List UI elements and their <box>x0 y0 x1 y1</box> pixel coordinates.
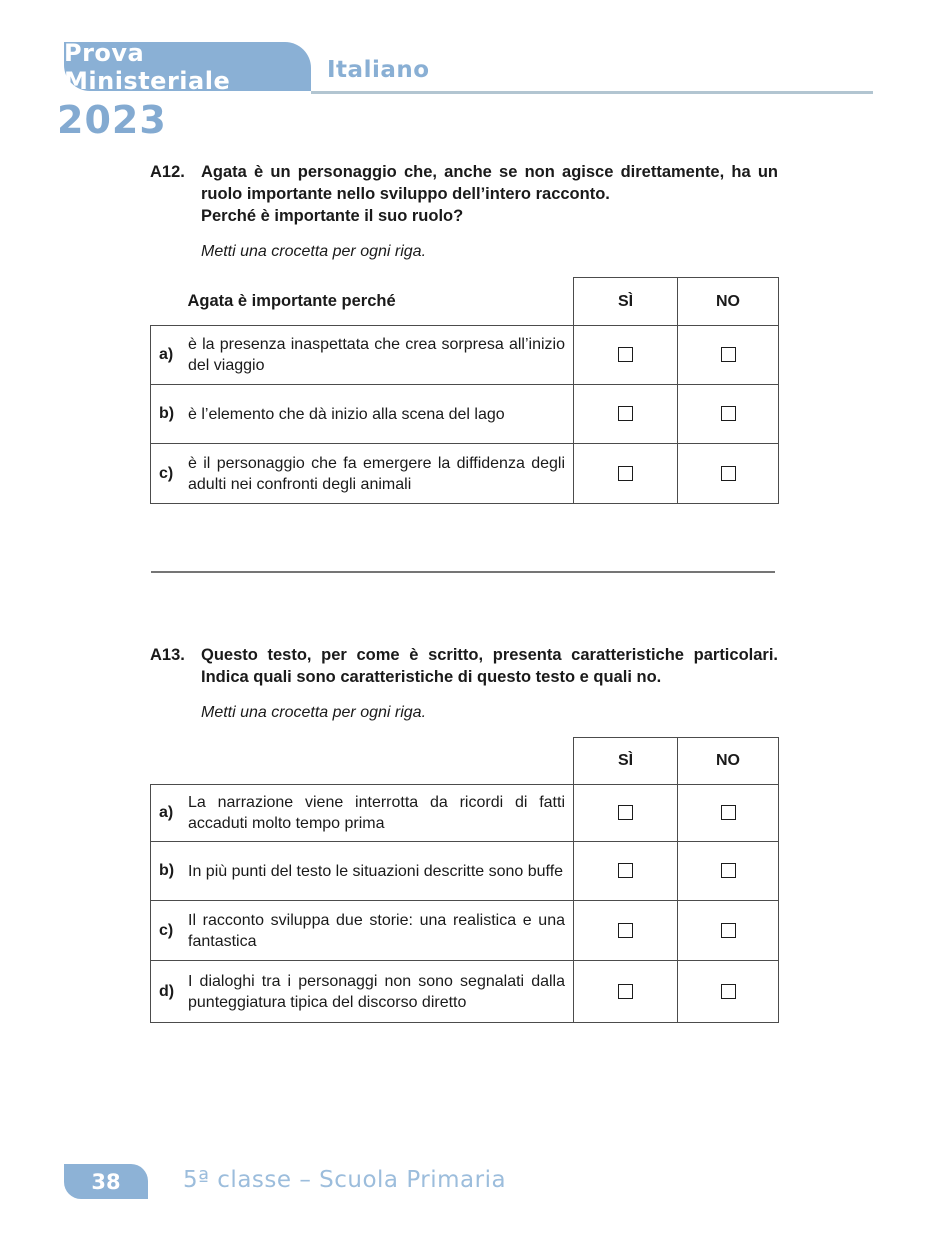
row-text: è la presenza inaspettata che crea sorpresa all’inizio del viaggio <box>188 336 565 374</box>
question-content <box>201 644 778 723</box>
row-text: Il racconto sviluppa due storie: una realistica e una fantastica <box>188 911 565 950</box>
row-letter: d) <box>159 982 175 1000</box>
table-header-label <box>151 738 574 785</box>
si-checkbox[interactable] <box>618 347 633 362</box>
header-tab-label: Prova Ministeriale <box>64 38 231 95</box>
question-number: A12. <box>150 163 185 181</box>
row-text: In più punti del testo le situazioni descritte sono buffe <box>188 862 564 880</box>
section-separator <box>151 571 775 573</box>
si-checkbox[interactable] <box>618 406 633 421</box>
table-row <box>151 842 779 901</box>
column-header-si: SÌ <box>574 738 678 785</box>
header-year: 2023 <box>57 98 167 142</box>
no-checkbox[interactable] <box>721 923 736 938</box>
no-checkbox[interactable] <box>721 984 736 999</box>
question-instruction: Metti una crocetta per ogni riga. <box>201 704 427 721</box>
si-checkbox[interactable] <box>618 863 633 878</box>
si-checkbox[interactable] <box>618 923 633 938</box>
no-checkbox[interactable] <box>721 466 736 481</box>
no-checkbox[interactable] <box>721 347 736 362</box>
answer-table-a12 <box>150 277 779 504</box>
table-row <box>151 901 779 961</box>
row-text: La narrazione viene interrotta da ricordi di fatti accaduti molto tempo prima <box>188 794 565 832</box>
row-letter: b) <box>159 862 175 879</box>
question-a12 <box>150 161 778 262</box>
question-instruction: Metti una crocetta per ogni riga. <box>201 243 427 260</box>
si-checkbox[interactable] <box>618 984 633 999</box>
table-header-label: Agata è importante perché <box>187 291 396 310</box>
no-checkbox[interactable] <box>721 805 736 820</box>
column-header-no: NO <box>678 278 779 326</box>
question-prompt-line: Perché è importante il suo ruolo? <box>201 207 464 225</box>
table-row <box>151 444 779 504</box>
no-checkbox[interactable] <box>721 863 736 878</box>
row-text: I dialoghi tra i personaggi non sono segnalati dalla punteggiatura tipica del discorso diretto <box>188 972 565 1011</box>
answer-table-a13 <box>150 737 779 1023</box>
row-letter: b) <box>159 405 175 422</box>
table-row <box>151 961 779 1023</box>
header-subject-label: Italiano <box>327 57 430 83</box>
question-content <box>201 161 778 262</box>
no-checkbox[interactable] <box>721 406 736 421</box>
table-header-row <box>151 738 779 785</box>
footer-label: 5ª classe – Scuola Primaria <box>183 1167 507 1193</box>
row-letter: a) <box>159 346 174 363</box>
si-checkbox[interactable] <box>618 466 633 481</box>
row-letter: c) <box>159 921 174 939</box>
page-number-badge <box>64 1164 148 1199</box>
table-header-row <box>151 278 779 326</box>
row-text: è il personaggio che fa emergere la diffidenza degli adulti nei confronti degli animali <box>188 454 565 493</box>
question-number: A13. <box>150 646 185 664</box>
column-header-no: NO <box>678 738 779 785</box>
question-a13 <box>150 644 778 723</box>
page-number: 38 <box>91 1169 121 1194</box>
column-header-si: SÌ <box>574 278 678 326</box>
question-prompt: Agata è un personaggio che, anche se non agisce direttamente, ha un ruolo importante nello sviluppo dell’intero racconto. <box>201 163 778 203</box>
header-underline <box>311 91 873 94</box>
row-text: è l’elemento che dà inizio alla scena del lago <box>188 405 505 423</box>
row-letter: c) <box>159 464 174 482</box>
table-row <box>151 785 779 842</box>
question-prompt: Questo testo, per come è scritto, presenta caratteristiche particolari. Indica quali sono caratteristiche di questo testo e quali no. <box>201 646 778 686</box>
table-row <box>151 326 779 385</box>
header-tab <box>64 38 311 95</box>
row-letter: a) <box>159 804 174 821</box>
si-checkbox[interactable] <box>618 805 633 820</box>
table-row <box>151 385 779 444</box>
